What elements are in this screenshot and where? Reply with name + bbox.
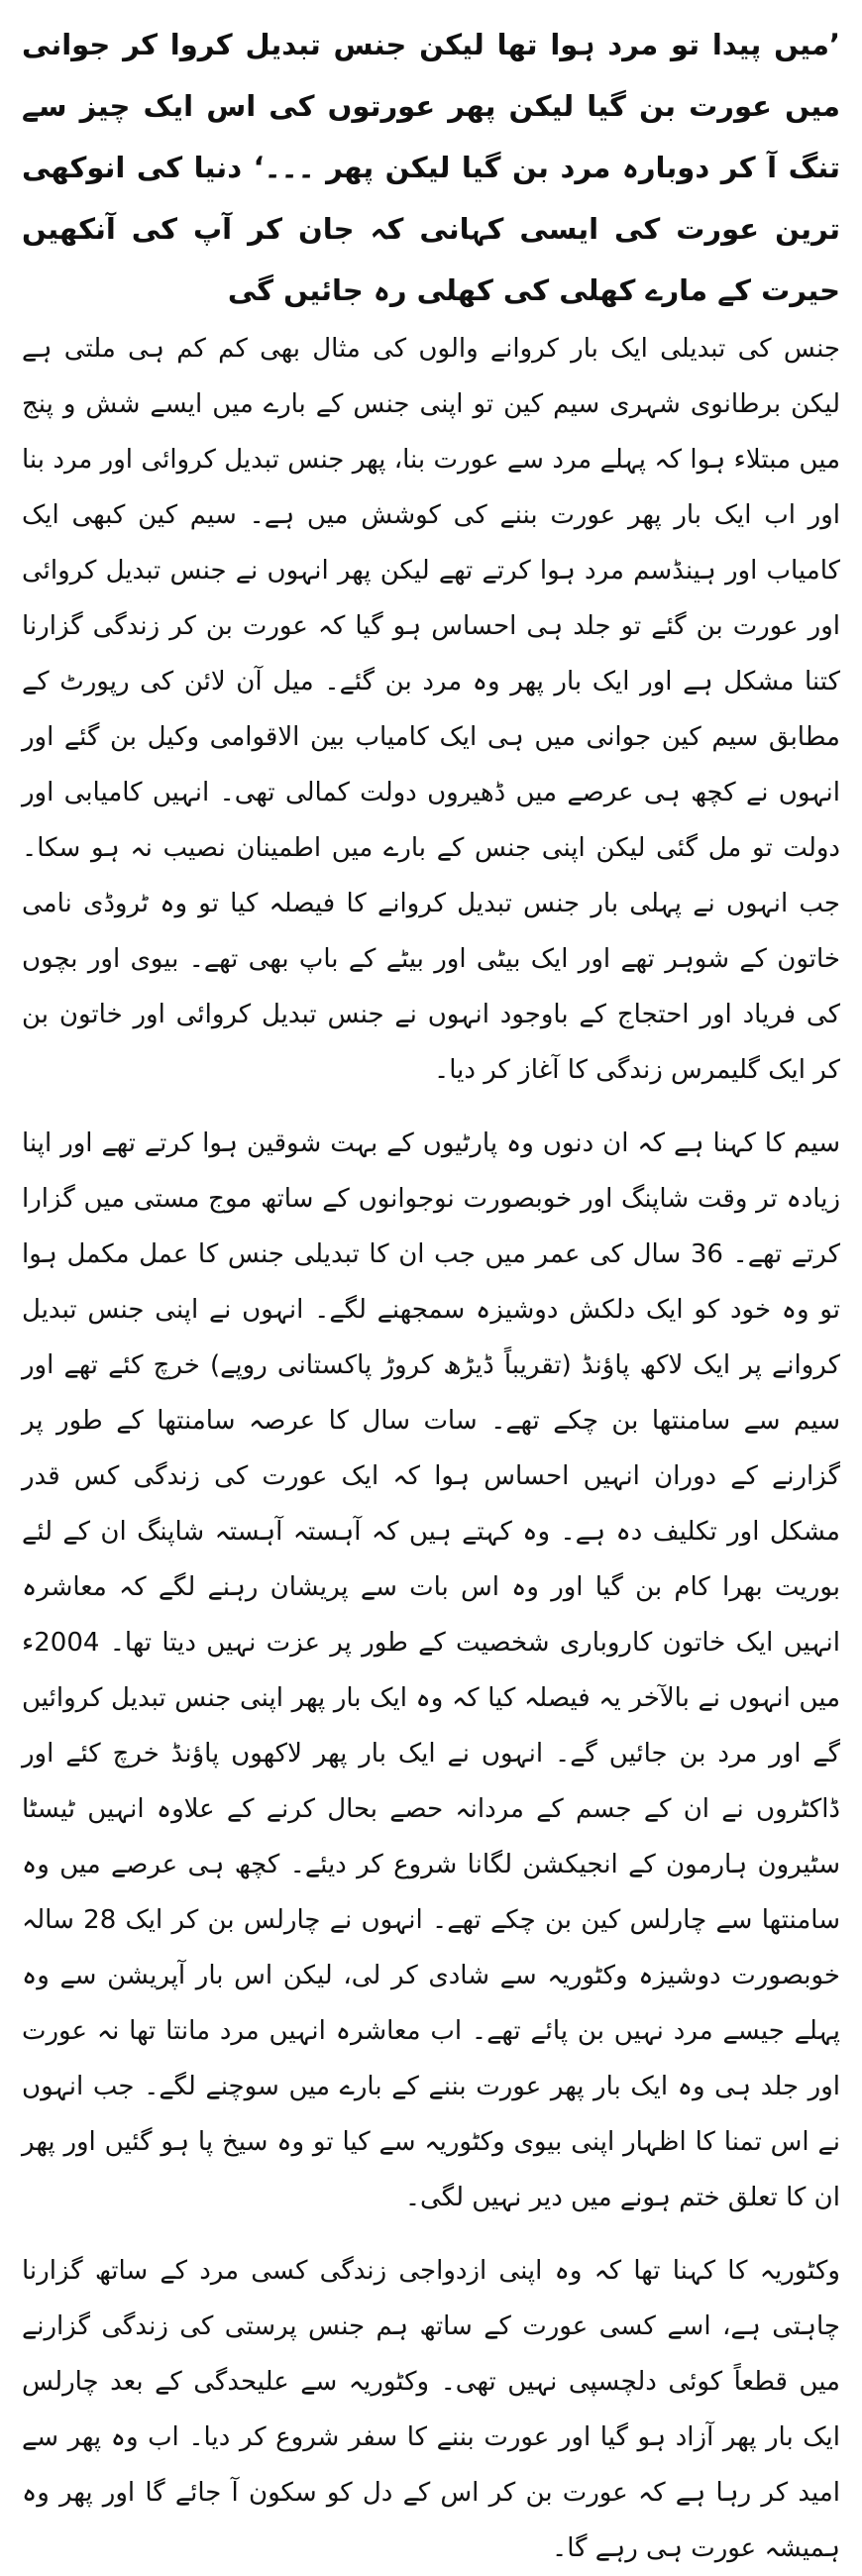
article-paragraph-3: وکٹوریہ کا کہنا تھا کہ وہ اپنی ازدواجی زندگی کسی مرد کے ساتھ گزارنا چاہتی ہے، اسے کسی عورت کے ساتھ ہم جنس پرستی کی زندگی گزارنے میں قطعاً کوئی دلچسپی نہیں تھی۔ وکٹوریہ سے علیحدگی کے بعد چارلس ایک بار پھر آزاد ہو گیا اور عورت بننے کا سفر شروع کر دیا۔ اب وہ پھر سے امید کر رہا ہے کہ عورت بن کر اس کے دل کو سکون آ جائے گا اور پھر وہ ہمیشہ عورت ہی رہے گا۔ xyxy=(22,2256,840,2563)
article-paragraph-2: سیم کا کہنا ہے کہ ان دنوں وہ پارٹیوں کے بہت شوقین ہوا کرتے تھے اور اپنا زیادہ تر وقت شاپنگ اور خوبصورت نوجوانوں کے ساتھ موج مستی میں گزارا کرتے تھے۔ 36 سال کی عمر میں جب ان کا تبدیلی جنس کا عمل مکمل ہوا تو وہ خود کو ایک دلکش دوشیزہ سمجھنے لگے۔ انہوں نے اپنی جنس تبدیل کروانے پر ایک لاکھ پاؤنڈ (تقریباً ڈیڑھ کروڑ پاکستانی روپے) خرچ کئے تھے اور سیم سے سامنتھا بن چکے تھے۔ سات سال کا عرصہ سامنتھا کے طور پر گزارنے کے دوران انہیں احساس ہوا کہ ایک عورت کی زندگی کس قدر مشکل اور تکلیف دہ ہے۔ وہ کہتے ہیں کہ آہستہ آہستہ شاپنگ ان کے لئے بوریت بھرا کام بن گیا اور وہ اس بات سے پریشان رہنے لگے کہ معاشرہ انہیں ایک خاتون کاروباری شخصیت کے طور پر عزت نہیں دیتا تھا۔ 2004ء میں انہوں نے بالآخر یہ فیصلہ کیا کہ وہ ایک بار پھر اپنی جنس تبدیل کروائیں گے اور مرد بن جائیں گے۔ انہوں نے ایک بار پھر لاکھوں پاؤنڈ خرچ کئے اور ڈاکٹروں نے ان کے جسم کے مردانہ حصے بحال کرنے کے علاوہ انہیں ٹیسٹا سٹیرون ہارمون کے انجیکشن لگانا شروع کر دیئے۔ کچھ ہی عرصے میں وہ سامنتھا سے چارلس کین بن چکے تھے۔ انہوں نے چارلس بن کر ایک 28 سالہ خوبصورت دوشیزہ وکٹوریہ سے شادی کر لی، لیکن اس بار آپریشن سے وہ پہلے جیسے مرد نہیں بن پائے تھے۔ اب معاشرہ انہیں مرد مانتا تھا نہ عورت اور جلد ہی وہ ایک بار پھر عورت بننے کے بارے میں سوچنے لگے۔ جب انہوں نے اس تمنا کا اظہار اپنی بیوی وکٹوریہ سے کیا تو وہ سیخ پا ہو گئیں اور پھر ان کا تعلق ختم ہونے میں دیر نہیں لگی۔ xyxy=(22,1128,840,2212)
article-intro: ’میں پیدا تو مرد ہوا تھا لیکن جنس تبدیل کروا کر جوانی میں عورت بن گیا لیکن پھر عورتوں کی اس ایک چیز سے تنگ آ کر دوبارہ مرد بن گیا لیکن پھر ۔۔۔‘ دنیا کی انوکھی ترین عورت کی ایسی کہانی کہ جان کر آپ کی آنکھیں حیرت کے مارے کھلی کی کھلی رہ جائیں گی xyxy=(22,28,840,307)
article-paragraph-1: جنس کی تبدیلی ایک بار کروانے والوں کی مثال بھی کم کم ہی ملتی ہے لیکن برطانوی شہری سیم کین تو اپنی جنس کے بارے میں ایسے شش و پنج میں مبتلاء ہوا کہ پہلے مرد سے عورت بنا، پھر جنس تبدیل کروائی اور مرد بنا اور اب ایک بار پھر عورت بننے کی کوشش میں ہے۔ سیم کین کبھی ایک کامیاب اور ہینڈسم مرد ہوا کرتے تھے لیکن پھر انہوں نے جنس تبدیل کروائی اور عورت بن گئے تو جلد ہی احساس ہو گیا کہ عورت بن کر زندگی گزارنا کتنا مشکل ہے اور ایک بار پھر وہ مرد بن گئے۔ میل آن لائن کی رپورٹ کے مطابق سیم کین جوانی میں ہی ایک کامیاب بین الاقوامی وکیل بن گئے اور انہوں نے کچھ ہی عرصے میں ڈھیروں دولت کمالی تھی۔ انہیں کامیابی اور دولت تو مل گئی لیکن اپنی جنس کے بارے میں اطمینان نصیب نہ ہو سکا۔ جب انہوں نے پہلی بار جنس تبدیل کروانے کا فیصلہ کیا تو وہ ٹروڈی نامی خاتون کے شوہر تھے اور ایک بیٹی اور بیٹے کے باپ بھی تھے۔ بیوی اور بچوں کی فریاد اور احتجاج کے باوجود انہوں نے جنس تبدیل کروائی اور خاتون بن کر ایک گلیمرس زندگی کا آغاز کر دیا۔ xyxy=(22,334,840,1085)
